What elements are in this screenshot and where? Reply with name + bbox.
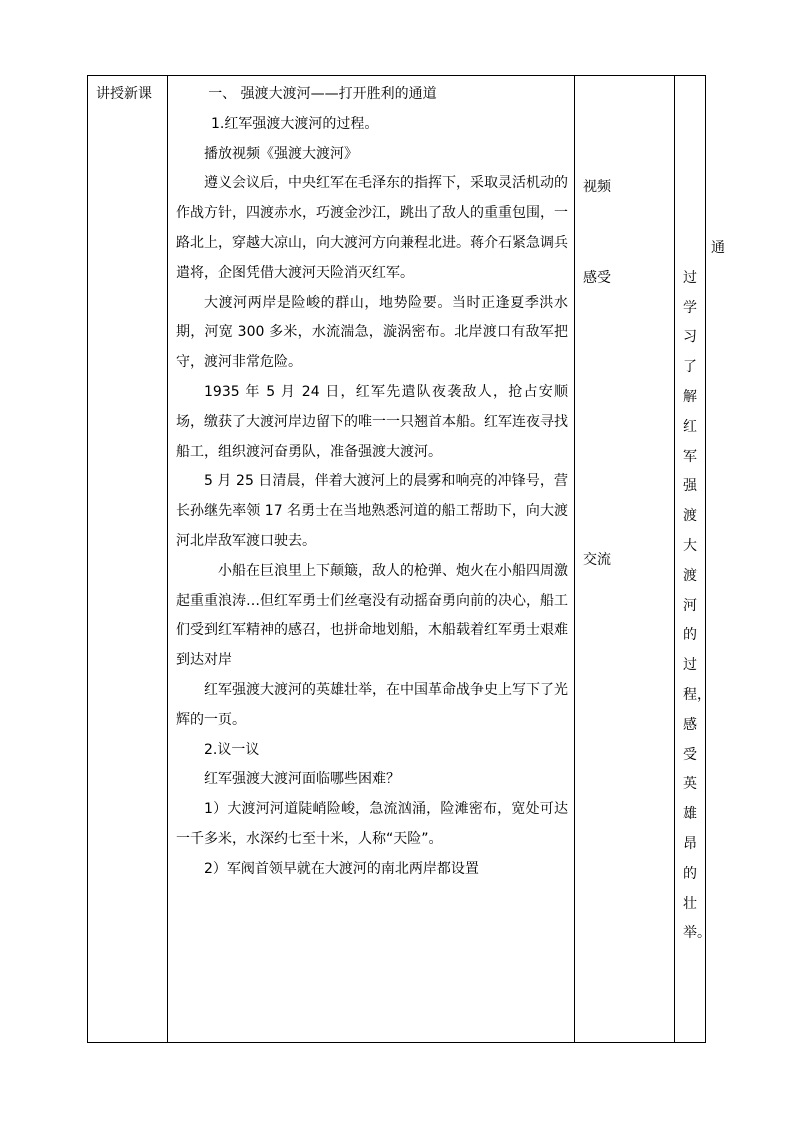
goal-text: 通过学习了解红军强渡大渡河的过程，感受英雄昂的壮举。 xyxy=(683,240,725,942)
lesson-table xyxy=(87,75,725,1043)
answer-item: 2）军阀首领早就在大渡河的南北两岸都设置 xyxy=(204,860,479,877)
paragraph: 1935 年 5 月 24 日，红军先遣队夜袭敌人，抢占安顺场，缴获了大渡河岸边留下的唯一一只翘首本船。红军连夜寻找船工，组织渡河奋勇队，准备强渡大渡河。 xyxy=(176,383,568,460)
paragraph: 小船在巨浪里上下颠簸，敌人的枪弹、炮火在小船四周激起重重浪涛…但红军勇士们丝毫没有动摇奋勇向前的决心，船工们受到红军精神的感召，也拼命地划船，木船载着红军勇士艰难到达对岸 xyxy=(176,562,568,669)
goal-column xyxy=(675,76,725,1042)
paragraph: 播放视频《强渡大渡河》 xyxy=(204,145,358,162)
question: 红军强渡大渡河面临哪些困难？ xyxy=(204,771,400,788)
subsection-heading: 1.红军强渡大渡河的过程。 xyxy=(211,115,379,132)
paragraph: 大渡河两岸是险峻的群山，地势险要。当时正逢夏季洪水期，河宽 300 多米，水流湍急，漩涡密布。北岸渡口有敌军把守，渡河非常危险。 xyxy=(176,294,568,371)
subsection-heading: 2.议一议 xyxy=(204,741,260,758)
activity-note: 交流 xyxy=(583,552,611,568)
paragraph: 遵义会议后，中央红军在毛泽东的指挥下，采取灵活机动的作战方针，四渡赤水，巧渡金沙江，跳出了敌人的重重包围，一路北上，穿越大凉山，向大渡河方向兼程北进。蒋介石紧急调兵遣将，企图凭借大渡河天险消灭红军。 xyxy=(176,175,568,281)
section-heading: 一、 强渡大渡河——打开胜利的通道 xyxy=(208,86,437,102)
paragraph: 红军强渡大渡河的英雄壮举，在中国革命战争史上写下了光辉的一页。 xyxy=(176,681,568,728)
lesson-content xyxy=(176,80,568,885)
goal-text-box xyxy=(683,234,725,949)
activity-note: 感受 xyxy=(583,270,611,286)
stage-label: 讲授新课 xyxy=(96,86,152,102)
activity-note: 视频 xyxy=(583,179,611,195)
stage-column xyxy=(88,76,168,1042)
paragraph: 5 月 25 日清晨，伴着大渡河上的晨雾和响亮的冲锋号，营长孙继先率领 17 名勇士在当地熟悉河道的船工帮助下，向大渡河北岸敌军渡口驶去。 xyxy=(176,473,568,549)
answer-item: 1）大渡河河道陡峭险峻，急流汹涌，险滩密布，宽处可达一千多米，水深约七至十米，人称“天险”。 xyxy=(176,801,568,847)
activity-column xyxy=(575,76,675,1042)
content-column xyxy=(168,76,575,1042)
